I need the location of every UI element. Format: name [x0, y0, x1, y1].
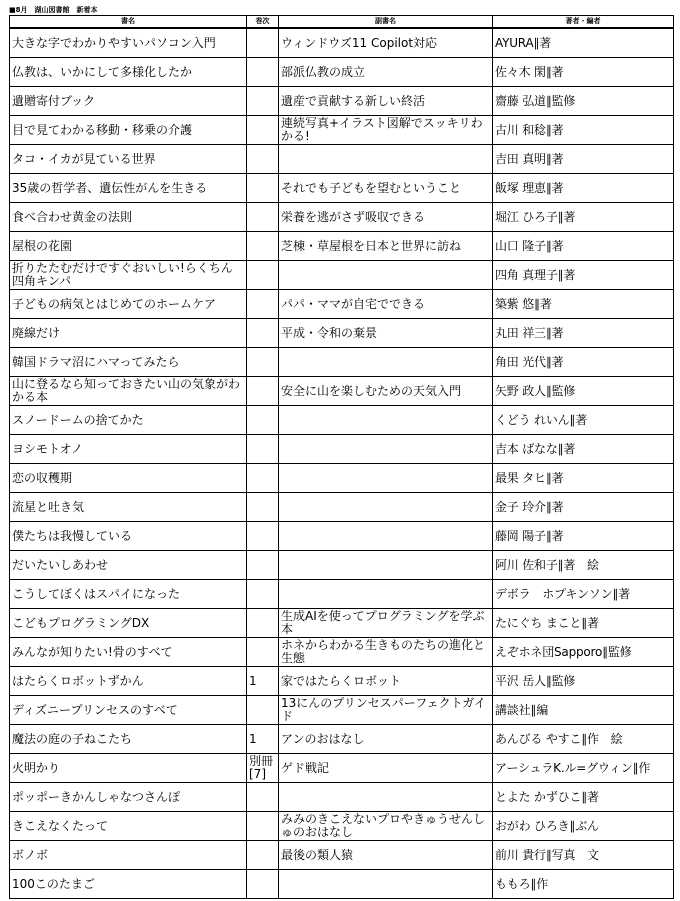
- table-row: [10, 145, 674, 174]
- book-volume-cell: [247, 551, 279, 580]
- book-author-cell: 築紫 悠∥著: [493, 290, 674, 319]
- book-subtitle-cell: [279, 870, 493, 899]
- book-subtitle-cell: 栄養を逃がさず吸収できる: [279, 203, 493, 232]
- table-row: [10, 783, 674, 812]
- table-row: [10, 87, 674, 116]
- book-author-cell: くどう れいん∥著: [493, 406, 674, 435]
- book-subtitle-cell: 安全に山を楽しむための天気入門: [279, 377, 493, 406]
- book-subtitle-cell: それでも子どもを望むということ: [279, 174, 493, 203]
- book-volume-cell: [247, 377, 279, 406]
- book-author-cell: 吉田 真明∥著: [493, 145, 674, 174]
- book-author-cell: 古川 和稔∥著: [493, 116, 674, 145]
- book-volume-cell: [247, 319, 279, 348]
- table-row: [10, 174, 674, 203]
- book-volume-cell: [247, 203, 279, 232]
- book-title-cell: 折りたたむだけですぐおいしい!らくちん四角キンパ: [10, 261, 247, 290]
- book-volume-cell: [247, 580, 279, 609]
- book-author-cell: 最果 タヒ∥著: [493, 464, 674, 493]
- book-volume-cell: [247, 783, 279, 812]
- book-subtitle-cell: [279, 348, 493, 377]
- book-volume-cell: [247, 435, 279, 464]
- table-row: [10, 116, 674, 145]
- new-books-table: [9, 15, 674, 899]
- book-author-cell: デボラ ホプキンソン∥著: [493, 580, 674, 609]
- book-title-cell: 目で見てわかる移動・移乗の介護: [10, 116, 247, 145]
- book-volume-cell: [247, 116, 279, 145]
- book-author-cell: 四角 真理子∥著: [493, 261, 674, 290]
- table-row: [10, 638, 674, 667]
- book-title-cell: 流星と吐き気: [10, 493, 247, 522]
- table-row: [10, 725, 674, 754]
- book-volume-cell: [247, 812, 279, 841]
- book-volume-cell: 1: [247, 725, 279, 754]
- book-volume-cell: [247, 638, 279, 667]
- table-row: [10, 377, 674, 406]
- table-row: [10, 58, 674, 87]
- book-subtitle-cell: アンのおはなし: [279, 725, 493, 754]
- book-title-cell: 韓国ドラマ沼にハマってみたら: [10, 348, 247, 377]
- book-author-cell: 佐々木 閑∥著: [493, 58, 674, 87]
- book-volume-cell: [247, 87, 279, 116]
- table-row: [10, 348, 674, 377]
- book-author-cell: 平沢 岳人∥監修: [493, 667, 674, 696]
- book-subtitle-cell: [279, 551, 493, 580]
- book-author-cell: 矢野 政人∥監修: [493, 377, 674, 406]
- book-title-cell: 遺贈寄付ブック: [10, 87, 247, 116]
- book-author-cell: 藤岡 陽子∥著: [493, 522, 674, 551]
- book-subtitle-cell: 部派仏教の成立: [279, 58, 493, 87]
- book-author-cell: 飯塚 理恵∥著: [493, 174, 674, 203]
- book-subtitle-cell: 生成AIを使ってプログラミングを学ぶ本: [279, 609, 493, 638]
- book-author-cell: 山口 隆子∥著: [493, 232, 674, 261]
- column-header-volume: 巻次: [247, 16, 279, 29]
- document-caption: ■8月 湖山図書館 新着本: [9, 6, 98, 14]
- table-row: [10, 841, 674, 870]
- table-row: [10, 319, 674, 348]
- book-volume-cell: [247, 290, 279, 319]
- book-title-cell: ボノボ: [10, 841, 247, 870]
- book-subtitle-cell: 13にんのプリンセスパーフェクトガイド: [279, 696, 493, 725]
- book-volume-cell: 別冊[7]: [247, 754, 279, 783]
- table-row: [10, 464, 674, 493]
- book-subtitle-cell: ウィンドウズ11 Copilot対応: [279, 28, 493, 58]
- book-title-cell: 僕たちは我慢している: [10, 522, 247, 551]
- book-volume-cell: [247, 145, 279, 174]
- book-title-cell: こどもプログラミングDX: [10, 609, 247, 638]
- book-volume-cell: [247, 696, 279, 725]
- book-title-cell: スノードームの捨てかた: [10, 406, 247, 435]
- book-author-cell: たにぐち まこと∥著: [493, 609, 674, 638]
- table-row: [10, 203, 674, 232]
- book-subtitle-cell: パパ・ママが自宅でできる: [279, 290, 493, 319]
- table-row: [10, 493, 674, 522]
- book-author-cell: えぞホネ団Sapporo∥監修: [493, 638, 674, 667]
- book-volume-cell: [247, 174, 279, 203]
- column-header-author: 著者・編者: [493, 16, 674, 29]
- book-title-cell: 火明かり: [10, 754, 247, 783]
- book-subtitle-cell: [279, 261, 493, 290]
- book-title-cell: ヨシモトオノ: [10, 435, 247, 464]
- book-title-cell: 廃線だけ: [10, 319, 247, 348]
- book-author-cell: アーシュラK.ル=グウィン∥作: [493, 754, 674, 783]
- table-header-row: [10, 16, 674, 29]
- book-volume-cell: [247, 232, 279, 261]
- book-volume-cell: [247, 522, 279, 551]
- table-row: [10, 870, 674, 899]
- table-row: [10, 290, 674, 319]
- column-header-title: 書名: [10, 16, 247, 29]
- table-row: [10, 609, 674, 638]
- book-subtitle-cell: ホネからわかる生きものたちの進化と生態: [279, 638, 493, 667]
- book-title-cell: ポッポーきかんしゃなつさんぽ: [10, 783, 247, 812]
- book-volume-cell: [247, 28, 279, 58]
- book-subtitle-cell: 家ではたらくロボット: [279, 667, 493, 696]
- book-subtitle-cell: ゲド戦記: [279, 754, 493, 783]
- book-title-cell: 恋の収穫期: [10, 464, 247, 493]
- book-volume-cell: [247, 406, 279, 435]
- table-row: [10, 28, 674, 58]
- book-volume-cell: [247, 261, 279, 290]
- book-subtitle-cell: [279, 580, 493, 609]
- book-title-cell: 食べ合わせ黄金の法則: [10, 203, 247, 232]
- book-author-cell: ももろ∥作: [493, 870, 674, 899]
- book-subtitle-cell: 芝棟・草屋根を日本と世界に訪ね: [279, 232, 493, 261]
- table-row: [10, 435, 674, 464]
- book-volume-cell: [247, 841, 279, 870]
- table-body: [10, 28, 674, 899]
- book-author-cell: おがわ ひろき∥ぶん: [493, 812, 674, 841]
- book-author-cell: 講談社∥編: [493, 696, 674, 725]
- book-title-cell: 山に登るなら知っておきたい山の気象がわかる本: [10, 377, 247, 406]
- book-subtitle-cell: [279, 145, 493, 174]
- book-title-cell: こうしてぼくはスパイになった: [10, 580, 247, 609]
- book-volume-cell: 1: [247, 667, 279, 696]
- table-row: [10, 696, 674, 725]
- book-subtitle-cell: 連続写真+イラスト図解でスッキリわかる!: [279, 116, 493, 145]
- book-title-cell: だいたいしあわせ: [10, 551, 247, 580]
- book-title-cell: 魔法の庭の子ねこたち: [10, 725, 247, 754]
- book-author-cell: 阿川 佐和子∥著 絵: [493, 551, 674, 580]
- table-row: [10, 754, 674, 783]
- book-author-cell: あんびる やすこ∥作 絵: [493, 725, 674, 754]
- book-title-cell: はたらくロボットずかん: [10, 667, 247, 696]
- book-title-cell: 大きな字でわかりやすいパソコン入門: [10, 28, 247, 58]
- book-title-cell: 屋根の花園: [10, 232, 247, 261]
- book-subtitle-cell: [279, 406, 493, 435]
- table-row: [10, 406, 674, 435]
- table-row: [10, 580, 674, 609]
- book-subtitle-cell: [279, 464, 493, 493]
- book-author-cell: 齋藤 弘道∥監修: [493, 87, 674, 116]
- book-author-cell: 角田 光代∥著: [493, 348, 674, 377]
- book-title-cell: みんなが知りたい!骨のすべて: [10, 638, 247, 667]
- book-volume-cell: [247, 464, 279, 493]
- book-volume-cell: [247, 870, 279, 899]
- book-subtitle-cell: 最後の類人猿: [279, 841, 493, 870]
- table-row: [10, 667, 674, 696]
- book-author-cell: 丸田 祥三∥著: [493, 319, 674, 348]
- book-title-cell: 100このたまご: [10, 870, 247, 899]
- table-row: [10, 551, 674, 580]
- column-header-subtitle: 副書名: [279, 16, 493, 29]
- book-volume-cell: [247, 609, 279, 638]
- book-subtitle-cell: みみのきこえないプロやきゅうせんしゅのおはなし: [279, 812, 493, 841]
- book-author-cell: 吉本 ばなな∥著: [493, 435, 674, 464]
- book-subtitle-cell: [279, 522, 493, 551]
- table-row: [10, 261, 674, 290]
- book-volume-cell: [247, 348, 279, 377]
- book-title-cell: 35歳の哲学者、遺伝性がんを生きる: [10, 174, 247, 203]
- book-title-cell: タコ・イカが見ている世界: [10, 145, 247, 174]
- table-row: [10, 522, 674, 551]
- book-author-cell: 金子 玲介∥著: [493, 493, 674, 522]
- book-author-cell: AYURA∥著: [493, 28, 674, 58]
- book-subtitle-cell: [279, 783, 493, 812]
- book-title-cell: 子どもの病気とはじめてのホームケア: [10, 290, 247, 319]
- book-subtitle-cell: [279, 493, 493, 522]
- table-row: [10, 232, 674, 261]
- book-volume-cell: [247, 58, 279, 87]
- book-volume-cell: [247, 493, 279, 522]
- table-row: [10, 812, 674, 841]
- book-subtitle-cell: [279, 435, 493, 464]
- book-author-cell: とよた かずひこ∥著: [493, 783, 674, 812]
- book-author-cell: 前川 貴行∥写真 文: [493, 841, 674, 870]
- book-author-cell: 堀江 ひろ子∥著: [493, 203, 674, 232]
- book-subtitle-cell: 平成・令和の棄景: [279, 319, 493, 348]
- book-title-cell: ディズニープリンセスのすべて: [10, 696, 247, 725]
- book-title-cell: 仏教は、いかにして多様化したか: [10, 58, 247, 87]
- book-title-cell: きこえなくたって: [10, 812, 247, 841]
- book-subtitle-cell: 遺産で貢献する新しい終活: [279, 87, 493, 116]
